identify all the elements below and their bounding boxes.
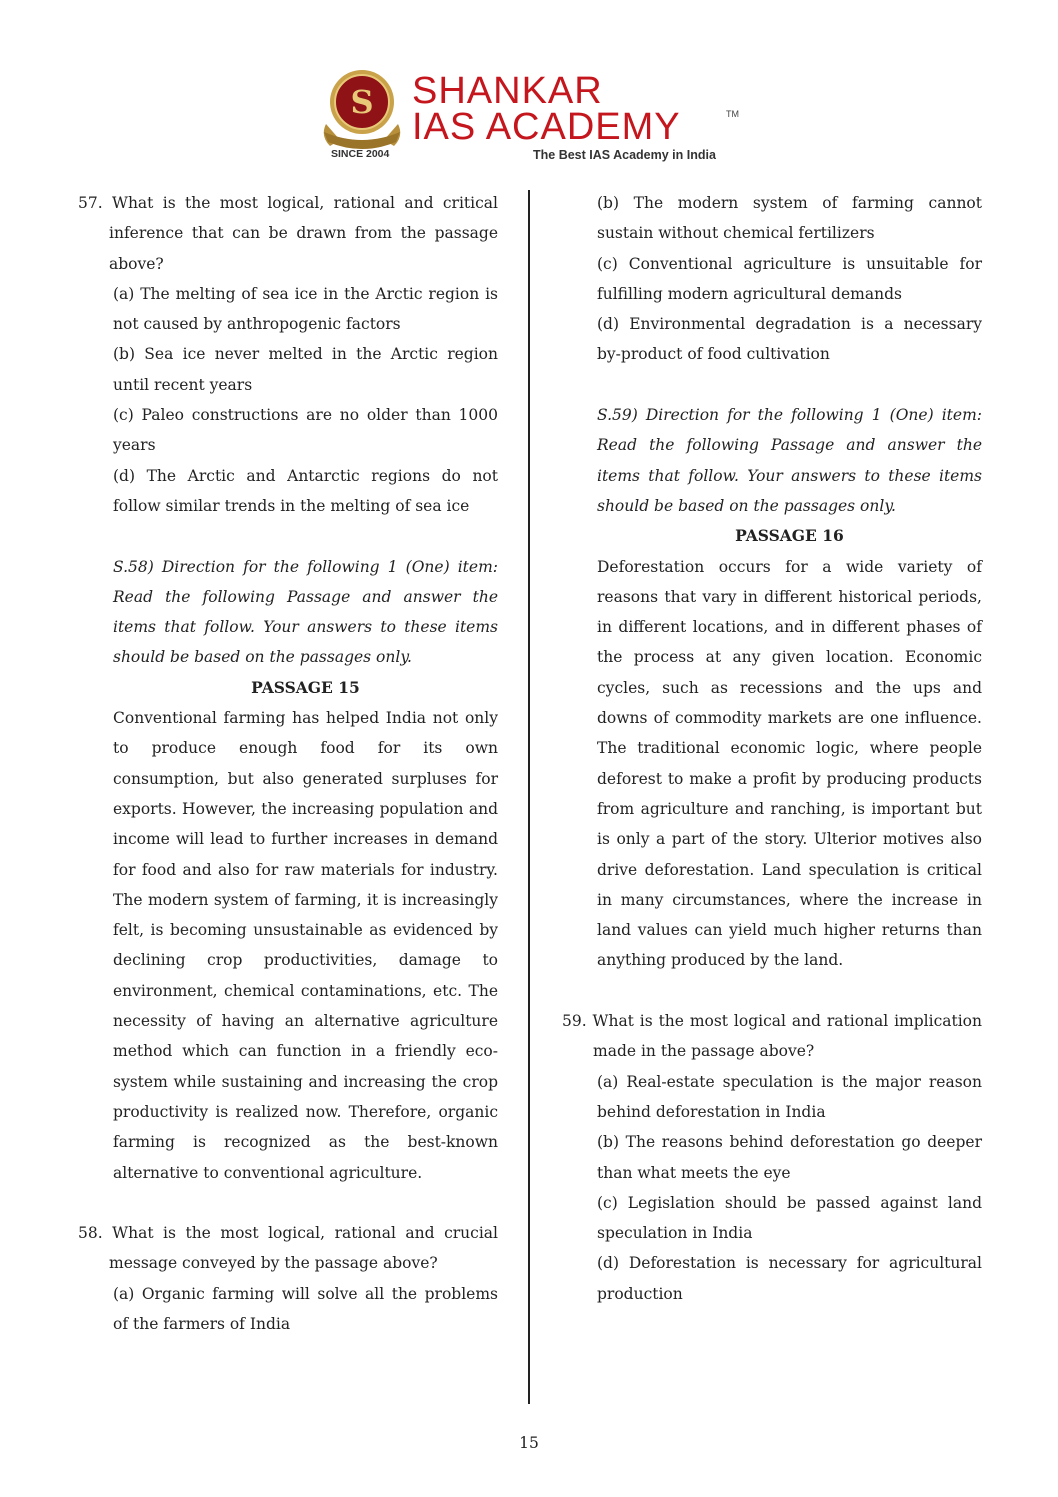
question-59: 59. What is the most logical and rational implication made in the passage above? [562,1012,982,1061]
q58-option-d: (d) Environmental degradation is a necessary by-product of food cultivation [597,315,982,364]
page-header [0,0,1058,180]
passage-15-text: Conventional farming has helped India not only to produce enough food for its own consumption, but also generated surpluses for exports. However, the increasing population and income will lead to further increases in demand for food and also for raw materials for industry. The modern system of farming, it is increasingly felt, is becoming unsustainable as evidenced by declining crop productivities, damage to environment, chemical contaminations, etc. The necessity of having an alternative agriculture method which can function in a friendly eco-system while sustaining and increasing the crop productivity is realized now. Therefore, organic farming is recognized as the best-known alternative to conventional agriculture. [113,709,498,1182]
q57-option-c: (c) Paleo constructions are no older than 1000 years [113,406,498,455]
passage-15-title: PASSAGE 15 [251,677,360,697]
tagline: The Best IAS Academy in India [533,148,716,162]
page-number: 15 [519,1434,539,1452]
brand-name-line2: IAS ACADEMY [412,106,681,148]
q58-option-b: (b) The modern system of farming cannot sustain without chemical fertilizers [597,194,982,243]
brand-name-line1: SHANKAR [412,70,603,112]
emblem-letter: S [350,83,374,121]
q58-option-c: (c) Conventional agriculture is unsuitable for fulfilling modern agricultural demands [597,254,982,303]
s58-direction: S.58) Direction for the following 1 (One) item: Read the following Passage and answer the items that follow. Your answers to these items should be based on the passages only. [113,557,498,667]
q59-option-a: (a) Real-estate speculation is the major reason behind deforestation in India [597,1072,982,1121]
since-label: SINCE 2004 [331,148,390,160]
s59-direction: S.59) Direction for the following 1 (One) item: Read the following Passage and answer the items that follow. Your answers to these items should be based on the passages only. [597,406,982,515]
academy-emblem-icon [316,66,408,158]
q59-option-d: (d) Deforestation is necessary for agricultural production [597,1254,982,1303]
column-divider [528,190,530,1404]
q57-option-d: (d) The Arctic and Antarctic regions do not follow similar trends in the melting of sea ice [113,466,498,515]
left-column [78,188,498,1339]
q59-option-c: (c) Legislation should be passed against land speculation in India [597,1193,982,1243]
right-column [562,188,982,1309]
trademark-mark: TM [726,109,739,119]
q57-option-b: (b) Sea ice never melted in the Arctic region until recent years [113,345,498,394]
q59-option-b: (b) The reasons behind deforestation go deeper than what meets the eye [597,1133,982,1182]
question-57: 57. What is the most logical, rational and critical inference that can be drawn from the passage above? [78,194,498,273]
q57-option-a: (a) The melting of sea ice in the Arctic region is not caused by anthropogenic factors [113,284,498,334]
question-58: 58. What is the most logical, rational and crucial message conveyed by the passage above? [78,1224,498,1273]
q58-option-a: (a) Organic farming will solve all the problems of the farmers of India [113,1284,498,1333]
passage-16-text: Deforestation occurs for a wide variety of reasons that vary in different historical periods, in different locations, and in different phases of the process at any given location. Economic cycles, such as recessions and the ups and downs of commodity markets are one influence. The traditional economic logic, where people deforest to make a profit by producing products from agriculture and ranching, is important but is only a part of the story. Ulterior motives also drive deforestation. Land speculation is critical in many circumstances, where the increase in land values can yield much higher returns than anything produced by the land. [597,557,982,970]
passage-16-title: PASSAGE 16 [735,526,844,546]
